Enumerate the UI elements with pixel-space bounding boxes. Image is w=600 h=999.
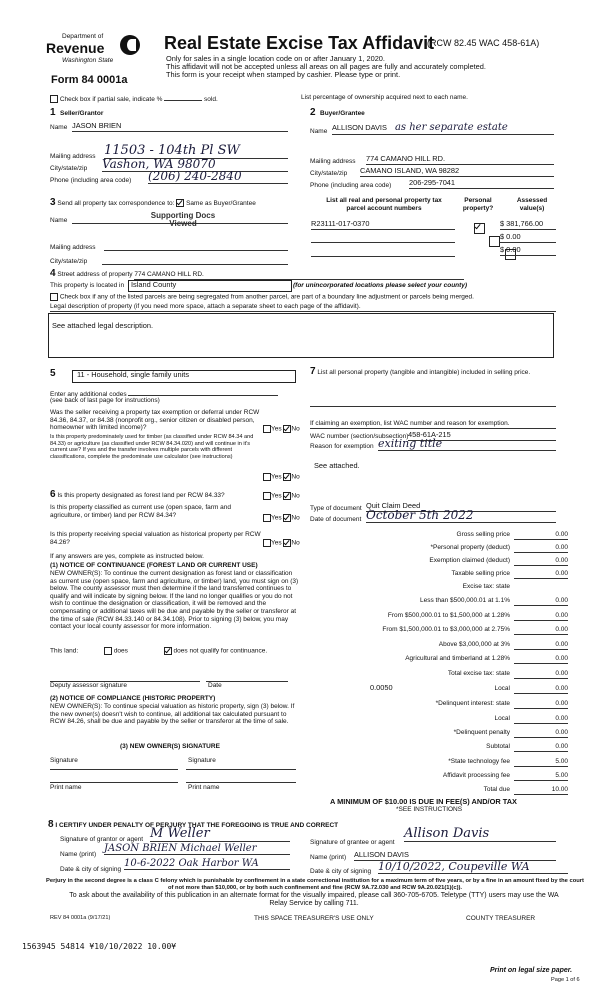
- additional-codes-field[interactable]: [128, 389, 278, 396]
- certify-label: I CERTIFY UNDER PENALTY OF PERJURY THAT THE FOREGOING IS TRUE AND CORRECT: [55, 822, 339, 829]
- buyer-city-field[interactable]: CAMANO ISLAND, WA 98282: [360, 167, 554, 177]
- q-historic-text: Is this property receiving special valuation as historical property per RCW 84.26?: [50, 531, 261, 546]
- calc-delinquent-penalty: *Delinquent penalty 0.00: [453, 729, 568, 736]
- land-does-label: does: [113, 647, 128, 655]
- calc-value[interactable]: 0.00: [514, 597, 568, 606]
- print-name-label-1: Print name: [50, 784, 82, 791]
- q-forest-yes-checkbox[interactable]: [263, 492, 271, 500]
- seller-city-label: City/state/zip: [50, 165, 88, 172]
- personal-property-label: List all personal property (tangible and intangible) included in selling price.: [317, 369, 531, 376]
- calc-value[interactable]: 0.00: [514, 641, 568, 650]
- calc-value[interactable]: 0.00: [514, 544, 568, 553]
- signature-label-1: Signature: [50, 757, 78, 764]
- see-attached-note: See attached.: [314, 461, 360, 470]
- calc-value[interactable]: 0.00: [514, 670, 568, 679]
- calc-processing-fee: Affidavit processing fee 5.00: [442, 772, 568, 779]
- q-timber-yes-checkbox[interactable]: [263, 473, 271, 481]
- reason-field[interactable]: exiting title: [378, 437, 556, 451]
- cashier-stamp: 1563945 54814 ¥10/10/2022 10.00¥: [22, 942, 177, 951]
- yes-label: Yes: [271, 473, 282, 481]
- calc-agri: Agricultural and timberland at 1.28% 0.00: [405, 655, 568, 662]
- grantor-signature[interactable]: M Weller: [150, 826, 290, 842]
- section-4-number: 4: [50, 268, 56, 279]
- parcel-number-3[interactable]: [311, 248, 455, 257]
- header-line-1: Only for sales in a single location code on or after January 1, 2020.: [166, 54, 385, 63]
- personal-property-field[interactable]: [310, 400, 556, 407]
- buyer-mailing-label: Mailing address: [310, 158, 356, 165]
- print-name-label-2: Print name: [188, 784, 220, 791]
- calc-value[interactable]: 0.00: [514, 531, 568, 540]
- no-label: No: [291, 514, 300, 522]
- seller-phone-label: Phone (including area code): [50, 177, 132, 184]
- sold-label: sold.: [204, 96, 218, 103]
- correspondence-label: Send all property tax correspondence to:: [57, 200, 175, 207]
- grantor-sig-label: Signature of grantor or agent: [60, 836, 144, 843]
- local-rate: 0.0050: [370, 683, 393, 692]
- notice-2-text: NEW OWNER(S): To continue special valuation as historic property, sign (3) below. If the new owner(s) doesn't wish to continue, all additional tax calculated pursuant to RCW 84.26, shall be due and payable by the seller or transferor at the time of sale.: [50, 703, 295, 726]
- deputy-signature-field[interactable]: [50, 675, 200, 682]
- located-label: This property is located in: [50, 282, 125, 289]
- q-forest-no-checkbox[interactable]: [283, 492, 291, 500]
- q-current-use-yes-checkbox[interactable]: [263, 514, 271, 522]
- deputy-signature-label: Deputy assessor signature: [50, 682, 127, 689]
- county-select[interactable]: Island County: [128, 280, 292, 292]
- form-number: Form 84 0001a: [51, 74, 128, 86]
- personal-property-checkbox-1[interactable]: [474, 223, 485, 234]
- section-2-number: 2: [310, 107, 316, 118]
- logo-mark-icon: [120, 35, 140, 55]
- partial-sale-label: Check box if partial sale, indicate %: [59, 96, 163, 103]
- calc-value[interactable]: 0.00: [514, 729, 568, 738]
- buyer-title: Buyer/Grantee: [320, 110, 365, 117]
- no-label: No: [291, 539, 300, 547]
- grantee-date[interactable]: 10/10/2022, Coupeville WA: [378, 860, 568, 874]
- form-title: Real Estate Excise Tax Affidavit: [164, 33, 435, 53]
- calc-value[interactable]: 5.00: [514, 758, 568, 767]
- page-number: Page 1 of 6: [551, 977, 580, 983]
- no-label: No: [291, 425, 300, 433]
- calc-value[interactable]: 5.00: [514, 772, 568, 781]
- parcels-header-numbers: List all real and personal property tax parcel account numbers: [326, 197, 442, 212]
- grantor-name-label: Name (print): [60, 851, 97, 858]
- grantee-date-label: Date & city of signing: [310, 868, 372, 875]
- s3-mailing-field[interactable]: [104, 241, 288, 251]
- partial-sale-checkbox[interactable]: [50, 95, 58, 103]
- calc-taxable: Taxable selling price 0.00: [451, 570, 568, 577]
- land-does-not-label: does not qualify for continuance.: [173, 647, 268, 655]
- segregated-label: Check box if any of the listed parcels are being segregated from another parcel, are part of a boundary line adjustment or parcels being merged.: [59, 293, 474, 301]
- exemption-claim-label: If claiming an exemption, list WAC number and reason for exemption.: [310, 420, 556, 429]
- notice-2-title: (2) NOTICE OF COMPLIANCE (HISTORIC PROPERTY): [50, 695, 216, 702]
- treasurer-use-label: THIS SPACE TREASURER'S USE ONLY: [254, 915, 374, 922]
- yes-label: Yes: [271, 425, 282, 433]
- calc-subtotal: Subtotal 0.00: [486, 743, 568, 750]
- parcel-number-2[interactable]: [311, 234, 455, 243]
- reason-label: Reason for exemption: [310, 443, 374, 450]
- q-timber-text: Is this property predominately used for timber (as classified under RCW 84.34 and 84.33) or agriculture (as classified under RCW 84.34.020) and will continue in it's current use? If yes and the transfer involves multiple parcels with different classifications, complete the predominate use calculator (see instructions): [50, 434, 254, 460]
- this-land-label: This land:: [50, 647, 79, 655]
- personal-property-row: [310, 368, 560, 377]
- s3-mailing-label: Mailing address: [50, 244, 96, 251]
- minimum-note: A MINIMUM OF $10.00 IS DUE IN FEE(S) AND/OR TAX: [330, 797, 517, 806]
- calc-tier-3: From $1,500,000.01 to $3,000,000 at 2.75% 0.00: [382, 626, 568, 633]
- property-use-select[interactable]: 11 - Household, single family units: [72, 370, 296, 383]
- revenue-logo: [40, 33, 146, 75]
- q-timber-no-checkbox[interactable]: [283, 473, 291, 481]
- assessed-value-2[interactable]: $ 0.00: [500, 233, 556, 243]
- section-6-number: 6: [50, 489, 56, 500]
- yes-label: Yes: [271, 492, 282, 500]
- county-treasurer-label: COUNTY TREASURER: [466, 915, 536, 922]
- q-historic-yes-checkbox[interactable]: [263, 539, 271, 547]
- parcel-number-1[interactable]: R23111-017-0370: [311, 220, 455, 230]
- partial-sale-input[interactable]: [164, 94, 202, 101]
- partial-sale-row: [50, 94, 218, 104]
- q-exemption-text: Was the seller receiving a property tax exemption or deferral under RCW 84.36, 84.37, or 84.38 (nonprofit org., senior citizen or disabled person, homeowner with limited income)?: [50, 409, 260, 432]
- segregated-checkbox[interactable]: [50, 293, 58, 301]
- calc-total-state: Total excise tax: state 0.00: [447, 670, 568, 677]
- buyer-phone-label: Phone (including area code): [310, 182, 392, 189]
- parcels-header-assessed: Assessed value(s): [516, 197, 548, 212]
- grantor-date[interactable]: 10-6-2022 Oak Harbor WA: [124, 858, 290, 870]
- buyer-name-note: as her separate estate: [394, 122, 508, 133]
- segregated-row: [50, 293, 474, 301]
- alternate-format-note: To ask about the availability of this publication in an alternate format for the visually impaired, please call 360-705-6705. Teletype (TTY) users may use the WA Relay Service by calling 711.: [69, 892, 559, 907]
- calc-personal: *Personal property (deduct) 0.00: [430, 544, 568, 551]
- yes-label: Yes: [271, 539, 282, 547]
- q-forest-label: Is this property designated as forest land per RCW 84.33?: [57, 492, 225, 499]
- buyer-phone-field[interactable]: 206-295-7041: [409, 179, 554, 189]
- street-label: Street address of property: [57, 271, 133, 278]
- calc-value[interactable]: 0.00: [514, 743, 568, 752]
- same-as-buyer-checkbox[interactable]: [176, 199, 184, 207]
- same-as-buyer-label: Same as Buyer/Grantee: [186, 200, 256, 207]
- seller-mailing-field[interactable]: 11503 - 104th Pl SW: [104, 143, 288, 159]
- q-current-use-answer: [263, 514, 300, 522]
- section-8-number: 8: [48, 819, 54, 830]
- calc-value[interactable]: 0.00: [514, 626, 568, 635]
- seller-mailing-label: Mailing address: [50, 153, 96, 160]
- calc-tier-4: Above $3,000,000 at 3% 0.00: [438, 641, 568, 648]
- land-does-not-checkbox[interactable]: [164, 647, 172, 655]
- calc-value[interactable]: 0.00: [514, 685, 568, 694]
- section-3-row: [50, 199, 256, 208]
- grantee-signature[interactable]: Allison Davis: [404, 826, 556, 842]
- calc-exemption: Exemption claimed (deduct) 0.00: [429, 557, 568, 564]
- s3-city-field[interactable]: [102, 255, 288, 265]
- buyer-name-field[interactable]: [332, 124, 554, 135]
- s3-city-label: City/state/zip: [50, 258, 88, 265]
- calc-value[interactable]: 0.00: [514, 612, 568, 621]
- calc-delinquent-local: Local 0.00: [494, 715, 568, 722]
- buyer-city-label: City/state/zip: [310, 170, 348, 177]
- q-exemption-answer: [263, 425, 300, 433]
- no-label: No: [291, 473, 300, 481]
- form-rcw: (RCW 82.45 WAC 458-61A): [427, 38, 540, 48]
- calc-value[interactable]: 0.00: [514, 700, 568, 709]
- q-forest-answer: [263, 492, 300, 500]
- wac-field[interactable]: 458-61A-215: [408, 431, 556, 441]
- q-historic-no-checkbox[interactable]: [283, 539, 291, 547]
- ownership-note: List percentage of ownership acquired next to each name.: [301, 94, 468, 101]
- supporting-docs-stamp: Supporting Docs Viewed: [150, 211, 216, 228]
- notice-3-title: (3) NEW OWNER(S) SIGNATURE: [120, 743, 220, 750]
- calc-tier-1: Less than $500,000.01 at 1.1% 0.00: [420, 597, 568, 604]
- parcels-header-personal: Personal property?: [462, 197, 494, 212]
- buyer-name: ALLISON DAVIS: [332, 123, 387, 132]
- no-label: No: [291, 492, 300, 500]
- grantor-name[interactable]: JASON BRIEN Michael Weller: [104, 843, 290, 855]
- assessed-value-3[interactable]: $ 0.00: [500, 246, 556, 256]
- doc-type-field[interactable]: Quit Claim Deed: [366, 502, 556, 512]
- yes-label: Yes: [271, 514, 282, 522]
- agency-name: Revenue: [46, 40, 105, 56]
- dept-label: Department of: [62, 33, 104, 40]
- seller-city-field[interactable]: Vashon, WA 98070: [102, 157, 288, 172]
- this-land-row: [50, 647, 267, 655]
- section-1-number: 1: [50, 107, 56, 118]
- rev-label: REV 84 0001a (9/17/21): [50, 915, 111, 921]
- state-label: Washington State: [62, 57, 114, 64]
- header-line-3: This form is your receipt when stamped by cashier. Please type or print.: [166, 70, 401, 79]
- calc-value[interactable]: 10.00: [514, 786, 568, 795]
- personal-property-checkbox-2[interactable]: [489, 236, 500, 247]
- q-historic-answer: [263, 539, 300, 547]
- grantor-date-label: Date & city of signing: [60, 866, 122, 873]
- calc-tier-2: From $500,000.01 to $1,500,000 at 1.28% 0.00: [387, 612, 568, 619]
- calc-delinquent-interest: *Delinquent interest: state 0.00: [435, 700, 568, 707]
- notice-1-title: (1) NOTICE OF CONTINUANCE (FOREST LAND OR CURRENT USE): [50, 562, 258, 569]
- signature-label-2: Signature: [188, 757, 216, 764]
- q-current-use-no-checkbox[interactable]: [283, 514, 291, 522]
- grantee-name-label: Name (print): [310, 854, 347, 861]
- q-exemption-yes-checkbox[interactable]: [263, 425, 271, 433]
- deputy-date-label: Date: [208, 682, 222, 689]
- calc-excise-heading: Excise tax: state: [462, 583, 510, 590]
- buyer-mailing-field[interactable]: 774 CAMANO HILL RD.: [366, 155, 554, 165]
- street-field[interactable]: 774 CAMANO HILL RD.: [134, 271, 464, 280]
- calc-local: 0.0050 Local 0.00: [370, 683, 568, 692]
- q-forest-text: [50, 491, 265, 500]
- calc-value[interactable]: 0.00: [514, 570, 568, 579]
- seller-name-label: Name: [50, 124, 68, 131]
- buyer-name-label: Name: [310, 128, 328, 135]
- calc-total-due: Total due 10.00: [483, 786, 568, 793]
- seller-name-field[interactable]: JASON BRIEN: [72, 122, 288, 132]
- s3-name-label: Name: [50, 217, 68, 224]
- calc-gross: Gross selling price 0.00: [456, 531, 568, 538]
- grantee-name[interactable]: ALLISON DAVIS: [354, 851, 556, 861]
- header-line-2: This affidavit will not be accepted unless all areas on all pages are fully and accurately completed.: [166, 62, 486, 71]
- q-current-use-text: Is this property classified as current use (open space, farm and agriculture, or timber) land per RCW 84.34?: [50, 504, 232, 519]
- q-timber-answer: [263, 473, 300, 481]
- calc-value[interactable]: 0.00: [514, 557, 568, 566]
- additional-codes-label: Enter any additional codes: [50, 391, 127, 398]
- calc-value[interactable]: 0.00: [514, 715, 568, 724]
- section-3-number: 3: [50, 197, 56, 208]
- wac-label: WAC number (section/subsection): [310, 433, 409, 440]
- calc-tech-fee: *State technology fee 5.00: [448, 758, 568, 765]
- deputy-date-field[interactable]: [206, 675, 288, 682]
- calc-value[interactable]: 0.00: [514, 655, 568, 664]
- see-back-note: (see back of last page for instructions): [50, 397, 160, 404]
- unincorporated-note: (for unincorporated locations please select your county): [293, 282, 468, 289]
- q-exemption-no-checkbox[interactable]: [283, 425, 291, 433]
- grantee-sig-label: Signature of grantee or agent: [310, 839, 395, 846]
- land-does-checkbox[interactable]: [104, 647, 112, 655]
- notice-1-text: NEW OWNER(S): To continue the current designation as forest land or classification as current use (open space, farm and agriculture, or timber) land, you must sign on (3) below. The county assessor must then determine if the land transferred continues to qualify and will indicate by signing below. If the land no longer qualifies or you do not wish to continue the designation or classification, it will be removed and the compensating or additional taxes will be due and payable by the seller or transferor at the time of sale (RCW 84.33.140 or 84.34.108). Prior to signing (3) below, you may contact your local county assessor for more information.: [50, 570, 299, 631]
- new-owner-print-1[interactable]: [50, 776, 178, 783]
- see-instructions-note: *SEE INSTRUCTIONS: [396, 806, 463, 813]
- legal-paper-note: Print on legal size paper.: [490, 967, 573, 974]
- seller-title: Seller/Grantor: [60, 110, 104, 117]
- doc-type-label: Type of document: [310, 505, 362, 512]
- section-7-number: 7: [310, 366, 316, 377]
- doc-date-field[interactable]: October 5th 2022: [366, 508, 556, 523]
- street-row: [50, 270, 464, 280]
- seller-phone-field[interactable]: (206) 240-2840: [148, 169, 288, 184]
- doc-date-label: Date of document: [310, 516, 362, 523]
- perjury-note: Perjury in the second degree is a class C felony which is punishable by confinement in a state correctional institution for a maximum term of five years, or by a fine in an amount fixed by the court of not more than $10,000, or by both such confinement and fine (RCW 9A.72.030 and RCW 9A.20.021(1)(c)).: [46, 878, 584, 891]
- section-5-number: 5: [50, 368, 56, 379]
- if-yes-note: If any answers are yes, complete as instructed below.: [50, 553, 204, 560]
- legal-description-label: Legal description of property (if you need more space, attach a separate sheet to each page of the affidavit).: [50, 303, 556, 312]
- new-owner-print-2[interactable]: [186, 776, 296, 783]
- assessed-value-1[interactable]: $ 381,766.00: [500, 220, 556, 230]
- legal-description-box[interactable]: See attached legal description.: [48, 313, 554, 358]
